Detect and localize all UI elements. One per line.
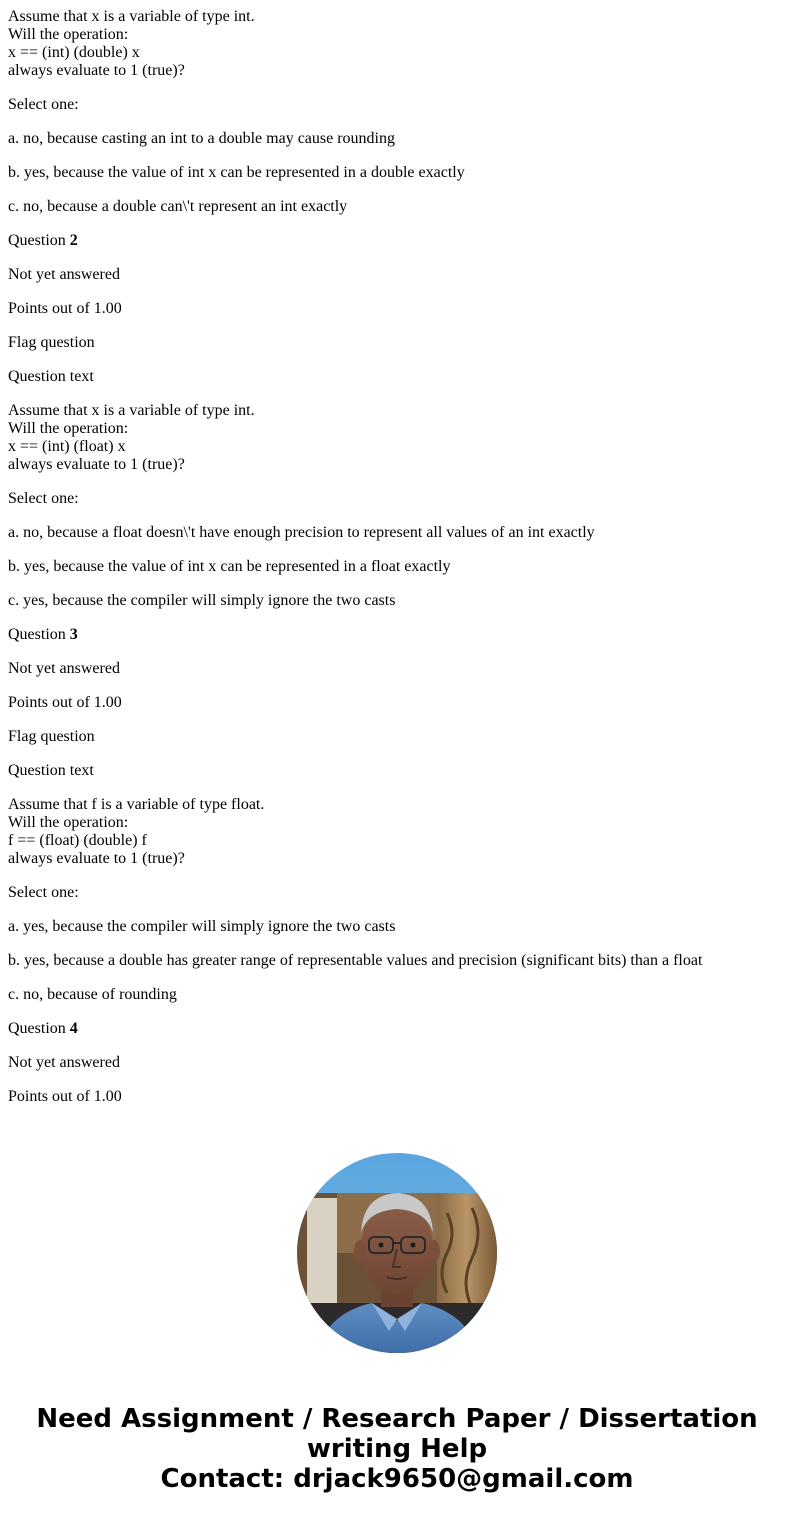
question-2-stem <box>8 402 786 474</box>
question-2-heading <box>8 232 786 250</box>
question-text-label: Question text <box>8 368 94 385</box>
stem-line: always evaluate to 1 (true)? <box>8 850 185 867</box>
stem-line: always evaluate to 1 (true)? <box>8 456 185 473</box>
answer-option-b[interactable]: b. yes, because the value of int x can be represented in a double exactly <box>8 164 465 181</box>
stem-line: always evaluate to 1 (true)? <box>8 62 185 79</box>
flag-question-link[interactable]: Flag question <box>8 334 95 351</box>
stem-line: Will the operation: <box>8 814 129 831</box>
question-number: 4 <box>69 1020 78 1037</box>
question-4-heading <box>8 1020 786 1038</box>
select-one-label: Select one: <box>8 96 79 113</box>
answer-option-c[interactable]: c. no, because of rounding <box>8 986 177 1003</box>
question-status: Not yet answered <box>8 1054 120 1071</box>
question-1-stem <box>8 8 786 80</box>
question-status: Not yet answered <box>8 266 120 283</box>
answer-option-a[interactable]: a. yes, because the compiler will simply ignore the two casts <box>8 918 396 935</box>
stem-line: f == (float) (double) f <box>8 832 147 849</box>
promo-banner <box>0 1404 794 1494</box>
answer-option-c[interactable]: c. no, because a double can\'t represent an int exactly <box>8 198 348 215</box>
question-heading-prefix: Question <box>8 1020 70 1037</box>
answer-option-a[interactable]: a. no, because a float doesn\'t have enough precision to represent all values of an int exactly <box>8 524 595 541</box>
select-one-label: Select one: <box>8 884 79 901</box>
question-number: 3 <box>69 626 78 643</box>
question-heading-prefix: Question <box>8 232 70 249</box>
stem-line: Assume that x is a variable of type int. <box>8 8 255 25</box>
question-points: Points out of 1.00 <box>8 694 122 711</box>
question-points: Points out of 1.00 <box>8 300 122 317</box>
question-text-label: Question text <box>8 762 94 779</box>
answer-option-b[interactable]: b. yes, because the value of int x can be represented in a float exactly <box>8 558 451 575</box>
question-points: Points out of 1.00 <box>8 1088 122 1105</box>
question-number: 2 <box>69 232 78 249</box>
stem-line: Assume that f is a variable of type float. <box>8 796 265 813</box>
avatar <box>297 1153 497 1353</box>
stem-line: x == (int) (double) x <box>8 44 140 61</box>
question-heading-prefix: Question <box>8 626 70 643</box>
stem-line: Assume that x is a variable of type int. <box>8 402 255 419</box>
promo-line: Need Assignment / Research Paper / Dissertation <box>36 1404 758 1434</box>
answer-option-b[interactable]: b. yes, because a double has greater range of representable values and precision (significant bits) than a float <box>8 952 703 969</box>
answer-option-a[interactable]: a. no, because casting an int to a double may cause rounding <box>8 130 395 147</box>
stem-line: x == (int) (float) x <box>8 438 126 455</box>
stem-line: Will the operation: <box>8 26 129 43</box>
question-status: Not yet answered <box>8 660 120 677</box>
question-3-stem <box>8 796 786 868</box>
avatar-portrait-image <box>297 1153 497 1353</box>
flag-question-link[interactable]: Flag question <box>8 728 95 745</box>
stem-line: Will the operation: <box>8 420 129 437</box>
question-3-heading <box>8 626 786 644</box>
answer-option-c[interactable]: c. yes, because the compiler will simply ignore the two casts <box>8 592 396 609</box>
select-one-label: Select one: <box>8 490 79 507</box>
promo-line: writing Help <box>306 1434 488 1464</box>
quiz-content <box>8 8 786 1106</box>
promo-contact-line: Contact: drjack9650@gmail.com <box>160 1464 634 1494</box>
